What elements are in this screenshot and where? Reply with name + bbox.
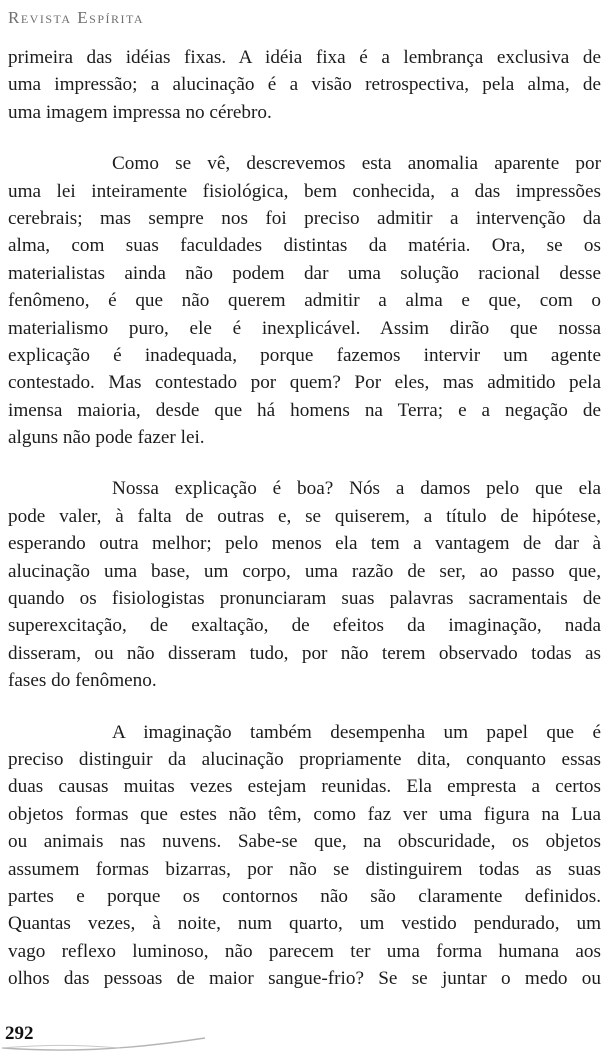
text-line: alucinação uma base, um corpo, uma razão de ser, ao passo que, — [8, 560, 601, 582]
text-line: imensa maioria, desde que há homens na Terra; e a negação de — [8, 399, 601, 421]
text-line: disseram, ou não disseram tudo, por não terem observado todas as — [8, 642, 601, 664]
text-line: assumem formas bizarras, por não se distinguirem todas as suas — [8, 858, 601, 880]
paragraph — [8, 150, 601, 451]
text-line: alma, com suas faculdades distintas da matéria. Ora, se os — [8, 235, 601, 257]
text-line: olhos das pessoas de maior sangue-frio? Se se juntar o medo ou — [8, 968, 601, 990]
text-line: primeira das idéias fixas. A idéia fixa é a lembrança exclusiva de — [8, 47, 601, 68]
text-line: materialistas ainda não podem dar uma solução racional desse — [8, 262, 601, 284]
page-body — [8, 44, 601, 1017]
text-line: cerebrais; mas sempre nos foi preciso admitir a intervenção da — [8, 207, 601, 229]
text-line: uma impressão; a alucinação é a visão retrospectiva, pela alma, de — [8, 74, 601, 96]
text-line: uma lei inteiramente fisiológica, bem conhecida, a das impressões — [8, 180, 601, 202]
text-line: ou animais nas nuvens. Sabe-se que, na obscuridade, os objetos — [8, 831, 601, 853]
page-number: 292 — [5, 1023, 34, 1044]
text-line: superexcitação, de exaltação, de efeitos da imaginação, nada — [8, 615, 601, 637]
text-line: esperando outra melhor; pelo menos ela tem a vantagem de dar à — [8, 533, 601, 555]
text-line: A imaginação também desempenha um papel que é — [112, 721, 601, 743]
text-line: preciso distinguir da alucinação propriamente dita, conquanto essas — [8, 748, 601, 770]
text-line: vago reflexo luminoso, não parecem ter uma forma humana aos — [8, 940, 601, 962]
paragraph — [8, 719, 601, 993]
paragraph — [8, 44, 601, 126]
text-line: partes e porque os contornos não são claramente definidos. — [8, 885, 601, 907]
running-header: Revista Espírita — [8, 8, 145, 27]
text-line: uma imagem impressa no cérebro. — [8, 101, 272, 123]
text-line: materialismo puro, ele é inexplicável. Assim dirão que nossa — [8, 317, 601, 339]
text-line: pode valer, à falta de outras e, se quiserem, a título de hipótese, — [8, 505, 601, 527]
text-line: duas causas muitas vezes estejam reunidas. Ela empresta a certos — [8, 776, 601, 798]
text-line: Quantas vezes, à noite, num quarto, um vestido pendurado, um — [8, 913, 601, 935]
text-line: explicação é inadequada, porque fazemos intervir um agente — [8, 344, 601, 366]
text-line: fases do fenômeno. — [8, 670, 157, 692]
text-line: contestado. Mas contestado por quem? Por eles, mas admitido pela — [8, 372, 601, 394]
text-line: Como se vê, descrevemos esta anomalia aparente por — [112, 153, 601, 175]
paragraph — [8, 475, 601, 694]
text-line: objetos formas que estes não têm, como faz ver uma figura na Lua — [8, 803, 601, 825]
text-line: quando os fisiologistas pronunciaram suas palavras sacramentais de — [8, 588, 601, 610]
text-line: Nossa explicação é boa? Nós a damos pelo que ela — [112, 478, 601, 500]
text-line: alguns não pode fazer lei. — [8, 427, 205, 449]
text-line: fenômeno, é que não querem admitir a alma e que, com o — [8, 290, 601, 312]
